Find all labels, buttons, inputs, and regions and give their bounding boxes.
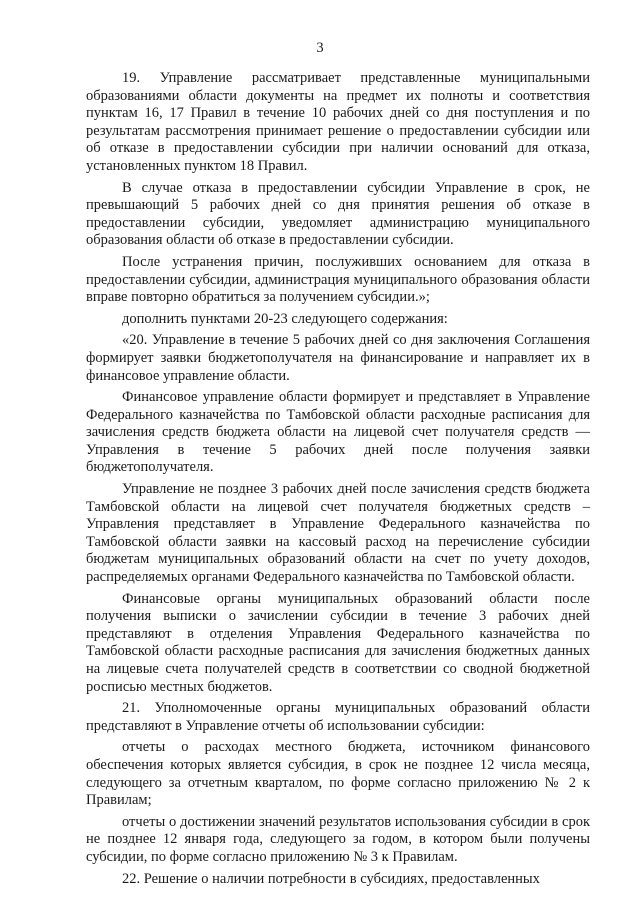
paragraph-expense-reports: отчеты о расходах местного бюджета, источником финансового обеспечения которых является субсидия, в срок не позднее 12 числа месяца, следующего за отчетным кварталом, по форме согласно приложению № 2 к Правилам; <box>86 739 590 809</box>
paragraph-20: «20. Управление в течение 5 рабочих дней со дня заключения Соглашения формирует заявки бюджетополучателя на финансирование и направляет их в финансовое управление области. <box>86 332 590 384</box>
paragraph-finance-dept: Финансовое управление области формирует и представляет в Управление Федерального казначейства по Тамбовской области расходные расписания для зачисления средств бюджета области на лицевой счет получателя средств — Управления в течение 5 рабочих дней после получения заявки бюджетополучателя. <box>86 389 590 476</box>
paragraph-results-reports: отчеты о достижении значений результатов использования субсидии в срок не позднее 12 января года, следующего за годом, в котором были получены субсидии, по форме согласно приложению № 3 к Правилам. <box>86 813 590 865</box>
paragraph-22: 22. Решение о наличии потребности в субсидиях, предоставленных <box>122 870 540 887</box>
document-body <box>86 70 590 892</box>
paragraph-19: 19. Управление рассматривает представленные муниципальными образованиями области документы на предмет их полноты и соответствия пунктам 16, 17 Правил в течение 10 рабочих дней со дня поступления и по результатам рассмотрения принимает решение о предоставлении субсидии или об отказе в предоставлении субсидии при наличии оснований для отказа, установленных пунктом 18 Правил. <box>86 70 590 174</box>
paragraph-municipal-finance: Финансовые органы муниципальных образований области после получения выписки о зачислении субсидии в течение 3 рабочих дней представляют в отделения Управления Федерального казначейства по Тамбовской области расходные расписания для зачисления бюджетных данных на лицевые счета получателей средств в соответствии со сводной бюджетной росписью местных бюджетов. <box>86 590 590 695</box>
paragraph-21: 21. Уполномоченные органы муниципальных образований области представляют в Управление отчеты об использовании субсидии: <box>86 700 590 734</box>
paragraph-refusal-notice: В случае отказа в предоставлении субсидии Управление в срок, не превышающий 5 рабочих дней со дня принятия решения об отказе в предоставлении субсидии, уведомляет администрацию муниципального образования области об отказе в предоставлении субсидии. <box>86 179 590 249</box>
paragraph-treasury-transfer: Управление не позднее 3 рабочих дней после зачисления средств бюджета Тамбовской области на лицевой счет получателя бюджетных средств – Управления представляет в Управление Федерального казначейства по Тамбовской области заявки на кассовый расход на перечисление субсидии бюджетам муниципальных образований области на счет по учету доходов, распределяемых органами Федерального казначейства по Тамбовской области. <box>86 481 590 586</box>
paragraph-reapply: После устранения причин, послуживших основанием для отказа в предоставлении субсидии, администрация муниципального образования области вправе повторно обратиться за получением субсидии.»; <box>86 253 590 306</box>
paragraph-amendment-intro: дополнить пунктами 20-23 следующего содержания: <box>122 310 448 327</box>
page-number: 3 <box>316 40 324 56</box>
